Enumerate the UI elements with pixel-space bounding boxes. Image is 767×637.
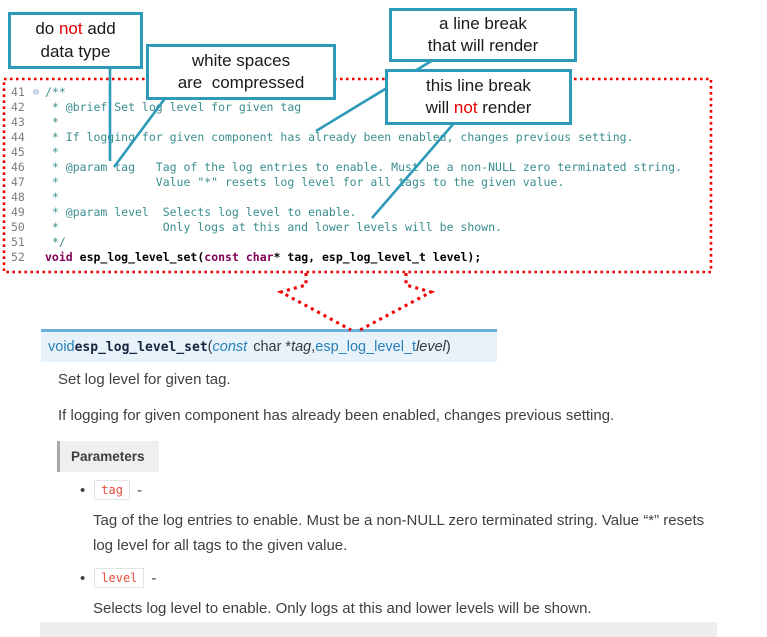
line-number: 46 — [11, 160, 25, 174]
line-number: 47 — [11, 175, 25, 189]
line-number: 43 — [11, 115, 25, 129]
callout-text: white spaces — [191, 50, 291, 70]
code-text: /** — [45, 85, 66, 99]
callout-text: a line break — [439, 13, 527, 33]
code-text: * @param tag Tag of the log entries to enable. Must be a non-NULL zero terminated string. — [45, 160, 682, 174]
code-text: * If logging for given component has already been enabled, changes previous setting. — [45, 130, 634, 144]
param-name-chip: tag — [94, 480, 130, 500]
function-signature-bar — [41, 329, 497, 362]
param-item — [80, 568, 156, 588]
line-number: 48 — [11, 190, 25, 204]
param-description: Selects log level to enable. Only logs at this and lower levels will be shown. — [93, 600, 592, 617]
signature-token: esp_log_level_set — [74, 339, 208, 355]
param-name-chip: level — [94, 568, 144, 588]
callout-text: will not render — [425, 98, 532, 117]
param-dash: - — [151, 569, 157, 587]
callout-line-break-renders — [389, 8, 577, 62]
code-text: * Value "*" resets log level for all tags to the given value. — [45, 175, 565, 189]
code-text: * — [45, 190, 59, 204]
callout-text: data type — [40, 41, 111, 61]
line-number: 50 — [11, 220, 25, 234]
code-text: */ — [45, 235, 66, 249]
bullet-icon: • — [80, 481, 86, 499]
callout-line-break-not-render — [385, 69, 572, 125]
bottom-gray-band — [40, 622, 717, 637]
detailed-description: If logging for given component has already been enabled, changes previous setting. — [58, 407, 615, 424]
line-number: 41 — [11, 85, 25, 99]
signature-token: level — [416, 339, 446, 355]
line-number: 49 — [11, 205, 25, 219]
callout-text: this line break — [426, 75, 531, 95]
callout-do-not-add-data-type — [8, 12, 143, 69]
line-number: 51 — [11, 235, 25, 249]
bullet-icon: • — [80, 569, 86, 587]
signature-token: void — [48, 339, 75, 355]
line-number: 42 — [11, 100, 25, 114]
signature-token: , — [311, 339, 316, 355]
callout-whitespace-compressed — [146, 44, 336, 100]
signature-token: const — [212, 339, 248, 355]
callout-text: are compressed — [177, 73, 305, 92]
brief-description: Set log level for given tag. — [58, 371, 231, 388]
param-description: Tag of the log entries to enable. Must be a non-NULL zero terminated string. Value “*” resets log level for all tags to the given value. — [93, 512, 705, 554]
callout-text: that will render — [427, 36, 539, 55]
param-item — [80, 480, 142, 500]
param-dash: - — [136, 481, 142, 499]
code-text: * Only logs at this and lower levels will be shown. — [45, 220, 502, 234]
signature-token: ) — [445, 339, 451, 355]
signature-token: esp_log_level_t — [315, 339, 417, 355]
line-number: 45 — [11, 145, 25, 159]
signature-token: tag — [291, 339, 312, 355]
code-text: * — [45, 115, 59, 129]
line-number: 44 — [11, 130, 25, 144]
signature-token: ( — [207, 339, 213, 355]
code-text: * @brief Set log level for given tag — [45, 100, 302, 114]
signature-token: char * — [253, 339, 292, 355]
fold-marker-icon[interactable]: ⊖ — [33, 87, 40, 98]
parameters-label: Parameters — [57, 441, 159, 472]
code-text: * @param level Selects log level to enable. — [45, 205, 357, 219]
code-text: void esp_log_level_set(const char* tag, esp_log_level_t level); — [45, 250, 482, 264]
line-number: 52 — [11, 250, 25, 264]
code-text: * — [45, 145, 59, 159]
callout-text: do not add — [35, 19, 116, 39]
